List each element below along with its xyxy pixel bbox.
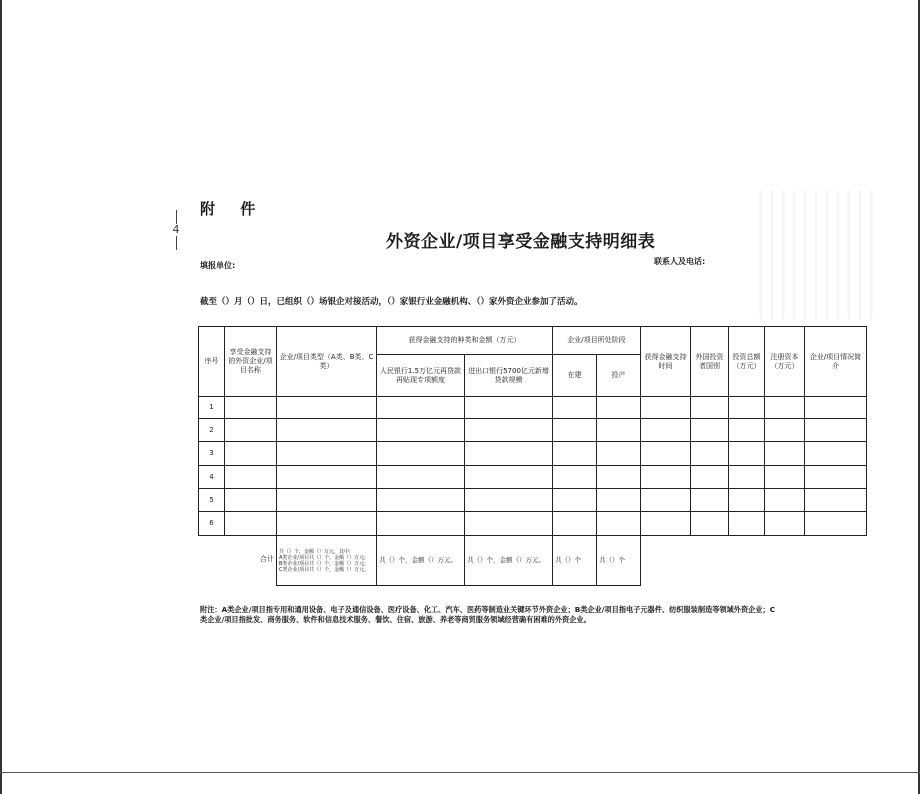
row-number: 3: [199, 442, 225, 466]
header-category: 企业/项目类型（A类、B类、C类）: [277, 327, 377, 397]
header-seq: 序号: [199, 327, 225, 397]
totals-category-breakdown: [277, 536, 377, 586]
totals-exim: 共（）个，金额（）万元。: [465, 536, 553, 586]
row-number: 5: [199, 489, 225, 512]
row-number: 6: [199, 512, 225, 536]
header-registered-capital: 注册资本（万元）: [765, 327, 805, 397]
row-number: 1: [199, 397, 225, 419]
report-unit-label: 填报单位:: [200, 261, 236, 270]
row-number: 2: [199, 419, 225, 442]
header-row-1: [199, 327, 867, 355]
header-stage-production: 投产: [597, 355, 641, 397]
table-row: [199, 489, 867, 512]
header-investor-country: 外国投资者国别: [691, 327, 729, 397]
header-stage-building: 在建: [553, 355, 597, 397]
header-support-time: 获得金融支持时间: [641, 327, 691, 397]
totals-production: 共（）个: [597, 536, 641, 586]
bottom-rule: [0, 772, 920, 773]
page-number-mark: [168, 210, 184, 250]
row-number: 4: [199, 466, 225, 489]
totals-category-line: 共（）个，金额（）万元，其中:: [279, 548, 351, 555]
attachment-label: 附 件: [200, 200, 266, 218]
table-row: [199, 419, 867, 442]
page-title: 外资企业/项目享受金融支持明细表: [386, 232, 656, 252]
header-enterprise-name: 享受金融支持的外资企业/项目名称: [225, 327, 277, 397]
table-row: [199, 442, 867, 466]
table-row: [199, 466, 867, 489]
contact-label: 联系人及电话:: [654, 257, 706, 266]
totals-pboc: 共（）个，金额（）万元。: [377, 536, 465, 586]
table-row: [199, 512, 867, 536]
header-finance-exim: 进出口银行5700亿元新增贷款规模: [465, 355, 553, 397]
totals-trailing-blank: [641, 536, 867, 586]
summary-line: 截至（）月（）日，已组织（）场银企对接活动，（）家银行业金融机构、（）家外资企业参加了活动。: [200, 297, 583, 307]
totals-building: 共（）个: [553, 536, 597, 586]
bleed-through-text: [760, 190, 880, 320]
header-finance-group: 获得金融支持的种类和金额（万元）: [377, 327, 553, 355]
header-total-investment: 投资总额（万元）: [729, 327, 765, 397]
footnote: 附注：A类企业/项目指专用和通用设备、电子及通信设备、医疗设备、化工、汽车、医药等制造业关键环节外资企业；B类企业/项目指电子元器件、纺织服装制造等领域外资企业；C类企业/项目指批发、商务服务、软件和信息技术服务、餐饮、住宿、旅游、养老等商贸服务领域经营确有困难的外资企业。: [200, 605, 776, 624]
totals-category-line: B类企业/项目共（）个，金额（）万元;: [279, 560, 366, 567]
totals-category-line: C类企业/项目共（）个，金额（）万元。: [279, 566, 370, 573]
totals-category-line: A类企业/项目共（）个，金额（）万元;: [279, 554, 366, 561]
page-number: 4: [172, 223, 180, 236]
totals-label: 合计: [260, 555, 274, 563]
totals-row: [199, 536, 867, 586]
detail-table: [198, 326, 867, 586]
header-finance-pboc: 人民银行1.5万亿元再贷款再贴现专项额度: [377, 355, 465, 397]
header-profile: 企业/项目情况简介: [805, 327, 867, 397]
header-stage-group: 企业/项目所处阶段: [553, 327, 641, 355]
table-row: [199, 397, 867, 419]
